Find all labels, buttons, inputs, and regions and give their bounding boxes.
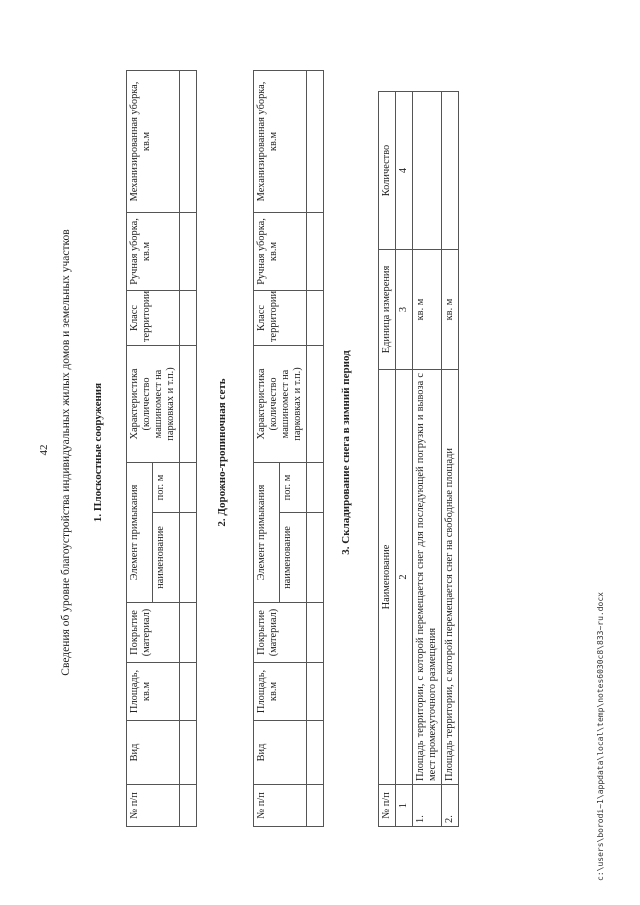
header-adjacency-name: наименование xyxy=(153,513,179,603)
header-no: № п/п xyxy=(379,785,396,827)
header-coating: Покрытие (материал) xyxy=(127,603,180,663)
header-adjacency-length: пог. м xyxy=(280,463,306,513)
table-road-path-network xyxy=(253,70,324,827)
table-row xyxy=(412,92,441,827)
page-number: 42 xyxy=(38,444,50,456)
row-number: 1. xyxy=(412,785,441,827)
header-area: Площадь, кв.м xyxy=(127,663,180,721)
header-characteristic: Характеристика (количество машиномест на парковках и т.п.) xyxy=(127,346,180,463)
header-no: № п/п xyxy=(127,785,180,827)
header-quantity: Количество xyxy=(379,92,396,250)
row-name: Площадь территории, с которой перемещается снег для последующей погрузки и вывоза с мест промежуточного размещения xyxy=(412,370,441,785)
row-quantity xyxy=(441,92,458,250)
row-unit: кв. м xyxy=(412,250,441,370)
header-vid: Вид xyxy=(254,721,307,785)
table-snow-storage xyxy=(378,91,459,827)
table-row xyxy=(441,92,458,827)
column-numbers-row xyxy=(395,92,412,827)
header-class: Класс территории xyxy=(127,291,180,346)
header-coating: Покрытие (материал) xyxy=(254,603,307,663)
row-unit: кв. м xyxy=(441,250,458,370)
header-adjacency: Элемент примыкания xyxy=(254,463,280,603)
column-number: 3 xyxy=(395,250,412,370)
table-row xyxy=(179,71,196,827)
header-unit: Единица измерения xyxy=(379,250,396,370)
row-number: 2. xyxy=(441,785,458,827)
header-mechanized: Механизированная уборка, кв.м xyxy=(254,71,307,213)
header-vid: Вид xyxy=(127,721,180,785)
table-flat-structures xyxy=(126,70,197,827)
column-number: 4 xyxy=(395,92,412,250)
footer-file-path: c:\users\borodi~1\appdata\local\temp\notes6030c8\833~ru.docx xyxy=(596,592,605,881)
column-number: 1 xyxy=(395,785,412,827)
header-manual: Ручная уборка, кв.м xyxy=(127,213,180,291)
section-2-title: 2. Дорожно-тропиночная сеть xyxy=(216,378,228,527)
header-area: Площадь, кв.м xyxy=(254,663,307,721)
header-adjacency: Элемент примыкания xyxy=(127,463,153,603)
row-name: Площадь территории, с которой перемещается снег на свободные площади xyxy=(441,370,458,785)
header-no: № п/п xyxy=(254,785,307,827)
section-3-title: 3. Складирование снега в зимний период xyxy=(340,350,352,555)
section-1-title: 1. Плоскостные сооружения xyxy=(92,382,104,523)
table-row xyxy=(306,71,323,827)
header-mechanized: Механизированная уборка, кв.м xyxy=(127,71,180,213)
header-class: Класс территории xyxy=(254,291,307,346)
header-name: Наименование xyxy=(379,370,396,785)
document-title: Сведения об уровне благоустройства индивидуальных жилых домов и земельных участков xyxy=(60,229,72,676)
header-manual: Ручная уборка, кв.м xyxy=(254,213,307,291)
header-characteristic: Характеристика (количество машиномест на парковках и т.п.) xyxy=(254,346,307,463)
header-adjacency-length: пог. м xyxy=(153,463,179,513)
column-number: 2 xyxy=(395,370,412,785)
header-adjacency-name: наименование xyxy=(280,513,306,603)
row-quantity xyxy=(412,92,441,250)
